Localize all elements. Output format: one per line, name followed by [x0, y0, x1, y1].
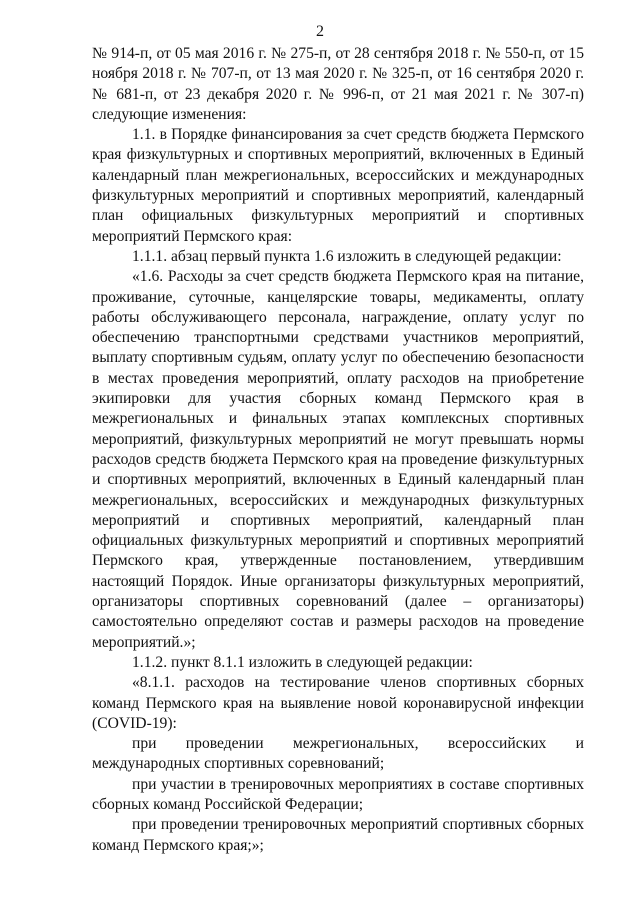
paragraph-item-1-1-1: 1.1.1. абзац первый пункта 1.6 изложить в следующей редакции:: [132, 247, 562, 265]
paragraph-subclause-regional-training: при проведении тренировочных мероприятий спортивных сборных команд Пермского края;»;: [92, 816, 584, 854]
paragraph-subclause-federal-training: при участии в тренировочных мероприятиях в составе спортивных сборных команд Российской Федерации;: [92, 775, 584, 813]
document-body: [92, 44, 584, 856]
paragraph-clause-1-6: «1.6. Расходы за счет средств бюджета Пермского края на питание, проживание, суточные, канцелярские товары, медикаменты, оплату работы обслуживающего персонала, награждение, оплату услуг по обеспечению транспортными средствами участников мероприятий, выплату спортивным судьям, оплату услуг по обеспечению безопасности в местах проведения мероприятий, оплату расходов на приобретение экипировки для участия сборных команд Пермского края в межрегиональных и финальных этапах комплексных спортивных мероприятий, физкультурных мероприятий не могут превышать нормы расходов средств бюджета Пермского края на проведение физкультурных и спортивных мероприятий, включенных в Единый календарный план межрегиональных, всероссийских и международных физкультурных мероприятий и спортивных мероприятий, календарный план официальных физкультурных мероприятий и спортивных мероприятий Пермского края, утвержденные постановлением, утвердившим настоящий Порядок. Иные организаторы физкультурных мероприятий, организаторы спортивных соревнований (далее – организаторы) самостоятельно определяют состав и размеры расходов на проведение мероприятий.»;: [92, 268, 584, 651]
paragraph-clause-8-1-1: «8.1.1. расходов на тестирование членов спортивных сборных команд Пермского края на выявление новой коронавирусной инфекции (COVID-19):: [92, 674, 584, 732]
paragraph-item-1-1-2: 1.1.2. пункт 8.1.1 изложить в следующей редакции:: [132, 653, 473, 671]
paragraph-subclause-competitions: при проведении межрегиональных, всероссийских и международных спортивных соревнований;: [92, 735, 584, 773]
paragraph-amended-acts-list: № 914-п, от 05 мая 2016 г. № 275-п, от 28 сентября 2018 г. № 550-п, от 15 ноября 2018 г. № 707-п, от 13 мая 2020 г. № 325-п, от 16 сентября 2020 г. № 681-п, от 23 декабря 2020 г. № 996-п, от 21 мая 2021 г. № 307-п) следующие изменения:: [92, 45, 584, 123]
paragraph-item-1-1: 1.1. в Порядке финансирования за счет средств бюджета Пермского края физкультурных и спортивных мероприятий, включенных в Единый календарный план межрегиональных, всероссийских и международных физкультурных мероприятий и спортивных мероприятий, календарный план официальных физкультурных мероприятий и спортивных мероприятий Пермского края:: [92, 126, 584, 245]
page-number: 2: [316, 23, 324, 40]
